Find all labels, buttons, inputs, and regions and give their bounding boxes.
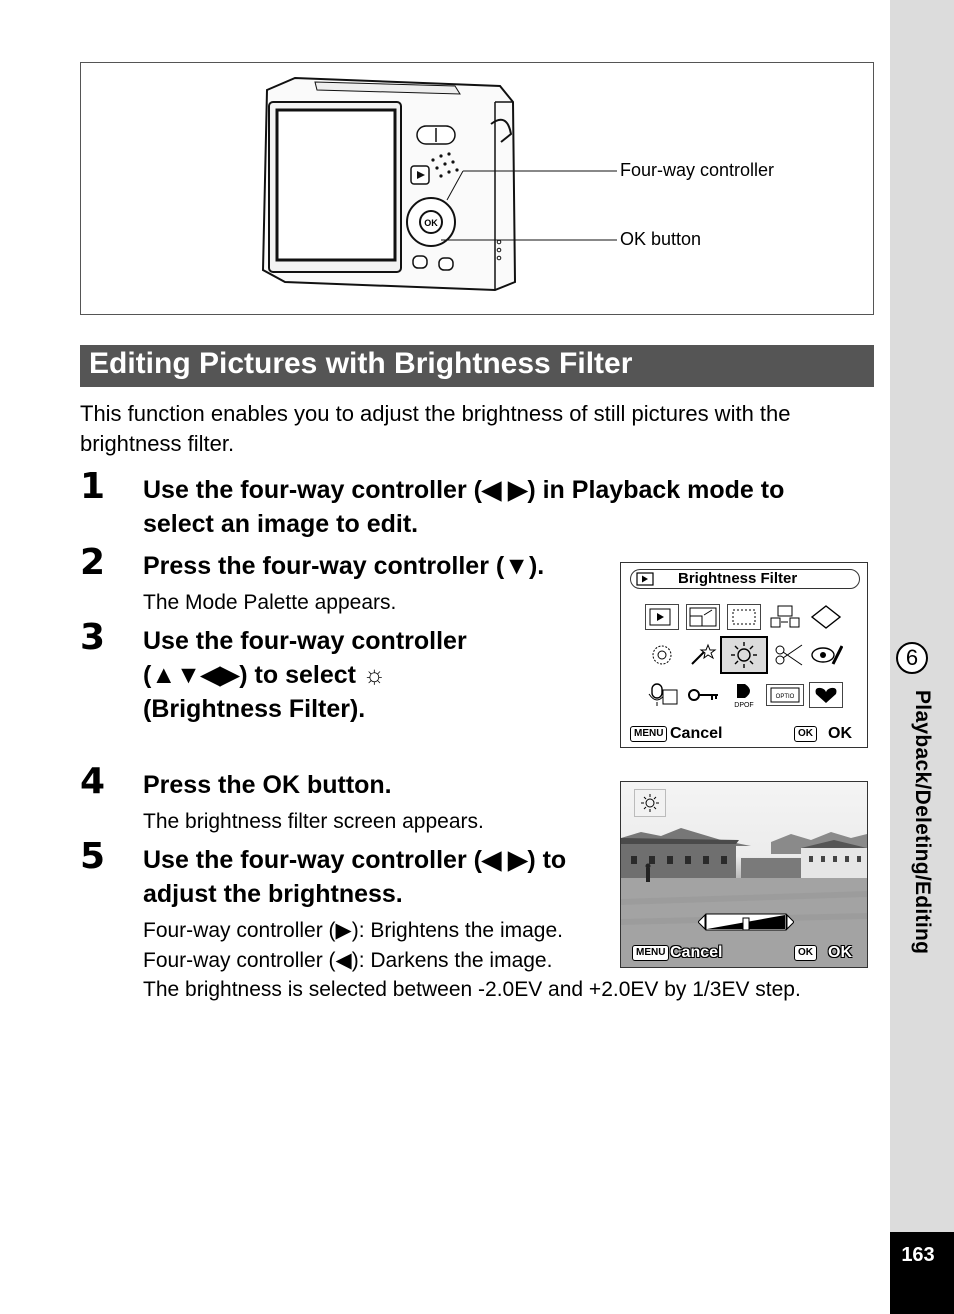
palette-ok-key: OK <box>794 726 817 742</box>
brightness-menu-key: MENU <box>632 945 669 961</box>
image-copy-icon[interactable] <box>768 604 802 630</box>
camera-ok-label: OK <box>424 218 438 228</box>
brightness-slider[interactable] <box>698 910 794 934</box>
color-filter-icon[interactable] <box>645 642 679 668</box>
voice-memo-icon[interactable] <box>645 682 679 708</box>
step-5-heading-line2: adjust the brightness. <box>143 880 403 908</box>
cropping-icon[interactable] <box>727 604 761 630</box>
brightness-ok-key: OK <box>794 945 817 961</box>
palette-ok-button[interactable]: OK <box>828 725 852 742</box>
brightness-ok-button[interactable]: OK <box>828 944 852 961</box>
brightness-icon <box>635 790 665 816</box>
frame-composite-icon[interactable] <box>772 642 806 668</box>
brightness-cancel-button[interactable]: Cancel <box>670 944 723 961</box>
rotation-icon[interactable] <box>809 604 843 630</box>
dpof-icon[interactable] <box>727 682 761 708</box>
step-2-detail: The Mode Palette appears. <box>143 591 397 614</box>
resize-icon[interactable] <box>686 604 720 630</box>
step-4-heading: Press the OK button. <box>143 771 392 799</box>
intro-paragraph: This function enables you to adjust the brightness of still pictures with the brightness filter. <box>80 401 791 456</box>
four-way-controller-callout: Four-way controller <box>620 160 775 180</box>
step-3-heading-line1: Use the four-way controller <box>143 627 467 655</box>
step-5-detail-brighten: Four-way controller (▶): Brightens the image. <box>143 919 563 942</box>
optio-label: OPTIO <box>775 694 795 700</box>
frame-heart-icon[interactable] <box>809 682 843 708</box>
step-5-detail-darken: Four-way controller (◀): Darkens the image. <box>143 949 553 972</box>
page-number: 163 <box>901 1244 935 1266</box>
section-title: Editing Pictures with Brightness Filter <box>89 347 633 380</box>
step-3-heading-line2: (▲▼◀▶) to select ☼ <box>143 661 386 689</box>
step-4-detail: The brightness filter screen appears. <box>143 810 484 833</box>
step-1-heading-line2: select an image to edit. <box>143 510 419 538</box>
step-1-number: 1 <box>80 466 106 507</box>
playback-mode-icon <box>636 572 654 586</box>
step-5-heading-line1: Use the four-way controller (◀ ▶) to <box>143 846 567 874</box>
step-2-number: 2 <box>80 542 106 583</box>
step-3-number: 3 <box>80 617 106 658</box>
step-5-detail-range: The brightness is selected between -2.0EV and +2.0EV by 1/3EV step. <box>143 978 801 1001</box>
camera-back-illustration <box>255 72 625 302</box>
protect-key-icon[interactable] <box>686 682 720 708</box>
digital-filter-icon[interactable] <box>686 642 720 668</box>
step-4-number: 4 <box>80 761 106 802</box>
ok-button-callout: OK button <box>620 229 702 249</box>
brightness-filter-selected-icon[interactable] <box>720 636 768 674</box>
palette-cancel-button[interactable]: Cancel <box>670 725 723 742</box>
step-1-heading-line1: Use the four-way controller (◀ ▶) in Playback mode to <box>143 476 785 504</box>
start-up-screen-icon[interactable] <box>766 684 804 706</box>
brightness-mode-badge <box>634 789 666 817</box>
step-5-number: 5 <box>80 836 106 877</box>
palette-menu-key: MENU <box>630 726 667 742</box>
chapter-title: Playback/Deleting/Editing <box>911 690 934 955</box>
step-2-heading: Press the four-way controller (▼). <box>143 552 545 580</box>
dpof-label: DPOF <box>734 702 754 708</box>
brightness-slider-thumb[interactable] <box>743 918 749 930</box>
slideshow-icon[interactable] <box>645 604 679 630</box>
chapter-number: 6 <box>896 642 928 674</box>
red-eye-icon[interactable] <box>809 642 843 668</box>
step-3-heading-line3: (Brightness Filter). <box>143 695 366 723</box>
palette-title: Brightness Filter <box>678 570 798 587</box>
